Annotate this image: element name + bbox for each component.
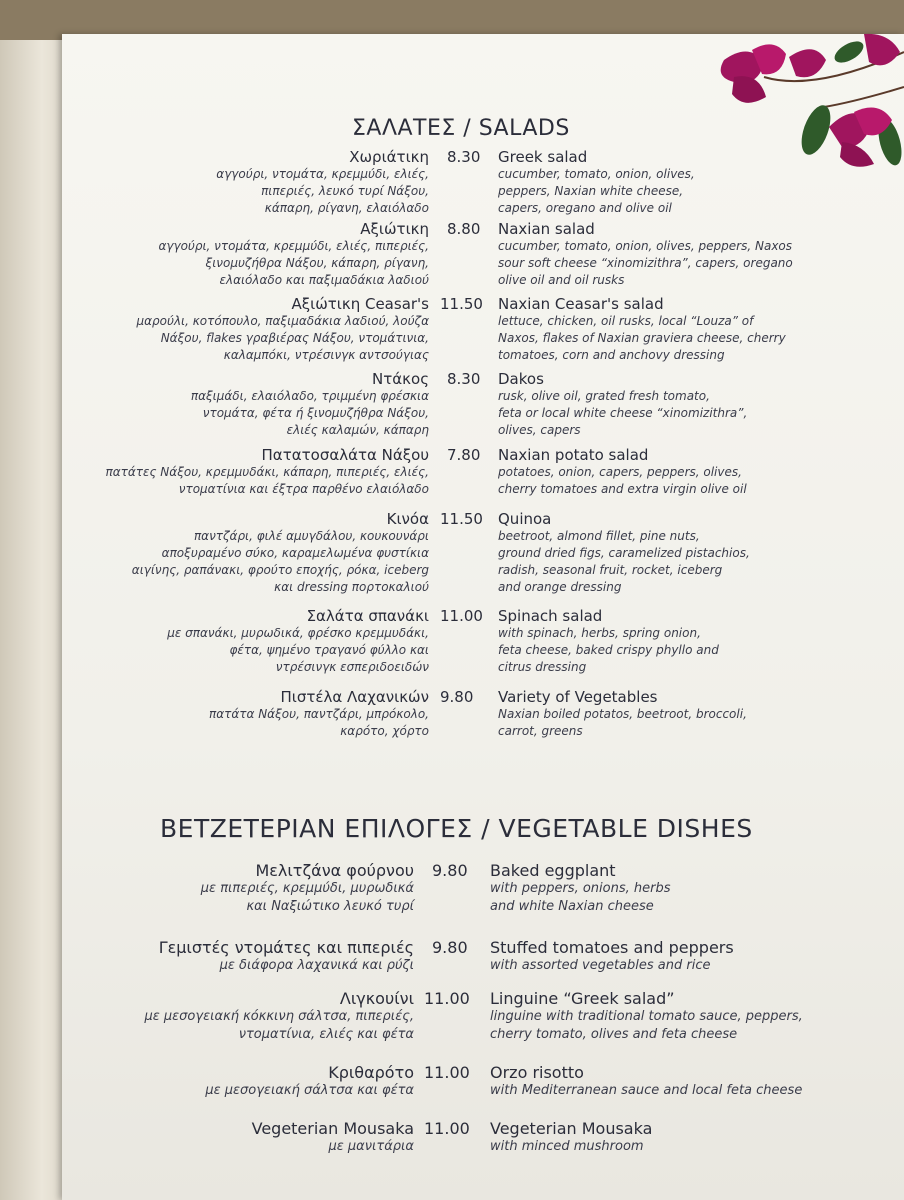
item-desc-greek: ελαιόλαδο και παξιμαδάκια λαδιού [219, 273, 429, 287]
item-name-english: Greek salad [498, 148, 588, 166]
item-desc-greek: ξινομυζήθρα Νάξου, κάπαρη, ρίγανη, [205, 256, 429, 270]
item-desc-greek: με μεσογειακή σάλτσα και φέτα [205, 1083, 414, 1098]
item-name-english: Quinoa [498, 510, 552, 528]
item-desc-greek: με διάφορα λαχανικά και ρύζι [219, 958, 414, 973]
item-name-greek: Κριθαρότο [328, 1063, 414, 1082]
item-name-greek: Πατατοσαλάτα Νάξου [261, 446, 429, 464]
item-desc-english: cucumber, tomato, onion, olives, peppers, Naxos [498, 239, 793, 253]
item-desc-greek: αποξυραμένο σύκο, καραμελωμένα φυστίκια [161, 546, 429, 560]
item-name-greek: Πιστέλα Λαχανικών [280, 688, 429, 706]
item-price: 8.30 [447, 148, 481, 166]
item-desc-greek: παντζάρι, φιλέ αμυγδάλου, κουκουνάρι [193, 529, 429, 543]
item-desc-english: citrus dressing [498, 660, 587, 674]
item-desc-english: linguine with traditional tomato sauce, peppers, [490, 1009, 803, 1024]
item-desc-english: olives, capers [498, 423, 581, 437]
item-name-greek: Μελιτζάνα φούρνου [255, 861, 414, 880]
item-desc-greek: ντοματίνια και έξτρα παρθένο ελαιόλαδο [178, 482, 429, 496]
item-desc-english: Naxos, flakes of Naxian graviera cheese, cherry [498, 331, 786, 345]
item-price: 11.00 [440, 607, 483, 625]
item-price: 8.80 [447, 220, 481, 238]
item-price: 9.80 [440, 688, 474, 706]
item-desc-greek: με σπανάκι, μυρωδικά, φρέσκο κρεμμυδάκι, [167, 626, 429, 640]
item-desc-greek: αγγούρι, ντομάτα, κρεμμύδι, ελιές, [216, 167, 429, 181]
item-desc-greek: και dressing πορτοκαλιού [274, 580, 429, 594]
item-desc-english: with Mediterranean sauce and local feta cheese [490, 1083, 803, 1098]
item-desc-greek: καρότο, χόρτο [340, 724, 429, 738]
item-name-english: Naxian potato salad [498, 446, 649, 464]
item-desc-english: and orange dressing [498, 580, 622, 594]
item-desc-english: feta or local white cheese “xinomizithra”, [498, 406, 748, 420]
item-desc-english: cucumber, tomato, onion, olives, [498, 167, 695, 181]
item-price: 9.80 [432, 938, 468, 957]
item-name-english: Baked eggplant [490, 861, 616, 880]
item-desc-greek: αιγίνης, ραπάνακι, φρούτο εποχής, ρόκα, iceberg [131, 563, 429, 577]
item-desc-greek: ελιές καλαμών, κάπαρη [286, 423, 429, 437]
item-desc-english: with minced mushroom [490, 1139, 644, 1154]
item-price: 11.00 [424, 1063, 470, 1082]
item-desc-greek: ντοματίνια, ελιές και φέτα [238, 1027, 414, 1042]
item-desc-english: with assorted vegetables and rice [490, 958, 711, 973]
item-desc-greek: πατάτες Νάξου, κρεμμυδάκι, κάπαρη, πιπεριές, ελιές, [105, 465, 429, 479]
item-desc-greek: πιπεριές, λευκό τυρί Νάξου, [261, 184, 429, 198]
item-name-greek: Vegeterian Mousaka [251, 1119, 414, 1138]
item-name-greek: Ντάκος [372, 370, 429, 388]
item-price: 9.80 [432, 861, 468, 880]
item-name-english: Dakos [498, 370, 544, 388]
item-desc-english: cherry tomatoes and extra virgin olive oil [498, 482, 747, 496]
item-desc-english: ground dried figs, caramelized pistachios, [498, 546, 750, 560]
item-desc-english: rusk, olive oil, grated fresh tomato, [498, 389, 710, 403]
item-desc-english: carrot, greens [498, 724, 583, 738]
item-name-english: Stuffed tomatoes and peppers [490, 938, 734, 957]
item-name-english: Orzo risotto [490, 1063, 584, 1082]
item-name-english: Spinach salad [498, 607, 603, 625]
item-name-greek: Σαλάτα σπανάκι [306, 607, 429, 625]
item-desc-english: potatoes, onion, capers, peppers, olives, [498, 465, 742, 479]
item-name-english: Vegeterian Mousaka [490, 1119, 653, 1138]
item-desc-greek: με πιπεριές, κρεμμύδι, μυρωδικά [200, 881, 414, 896]
item-desc-english: radish, seasonal fruit, rocket, iceberg [498, 563, 723, 577]
item-desc-english: capers, oregano and olive oil [498, 201, 672, 215]
item-desc-english: tomatoes, corn and anchovy dressing [498, 348, 725, 362]
item-desc-greek: και Ναξιώτικο λευκό τυρί [246, 899, 414, 914]
item-price: 11.50 [440, 510, 483, 528]
salads-section-title: ΣΑΛΑΤΕΣ / SALADS [352, 116, 570, 141]
item-desc-greek: ντομάτα, φέτα ή ξινομυζήθρα Νάξου, [202, 406, 429, 420]
item-desc-greek: καλαμπόκι, ντρέσινγκ αντσούγιας [223, 348, 429, 362]
item-desc-english: with spinach, herbs, spring onion, [498, 626, 701, 640]
item-price: 11.00 [424, 1119, 470, 1138]
item-desc-english: and white Naxian cheese [490, 899, 654, 914]
item-name-english: Naxian Ceasar's salad [498, 295, 664, 313]
item-desc-greek: πατάτα Νάξου, παντζάρι, μπρόκολο, [208, 707, 429, 721]
item-desc-english: beetroot, almond fillet, pine nuts, [498, 529, 700, 543]
item-price: 11.50 [440, 295, 483, 313]
item-name-english: Naxian salad [498, 220, 595, 238]
item-desc-greek: κάπαρη, ρίγανη, ελαιόλαδο [264, 201, 429, 215]
item-name-english: Variety of Vegetables [498, 688, 658, 706]
item-desc-greek: παξιμάδι, ελαιόλαδο, τριμμένη φρέσκια [190, 389, 429, 403]
item-desc-greek: Νάξου, flakes γραβιέρας Νάξου, ντομάτινια, [160, 331, 429, 345]
item-name-greek: Χωριάτικη [349, 148, 429, 166]
item-name-greek: Κινόα [386, 510, 429, 528]
item-price: 11.00 [424, 989, 470, 1008]
item-desc-english: lettuce, chicken, oil rusks, local “Louza” of [498, 314, 754, 328]
item-desc-english: peppers, Naxian white cheese, [498, 184, 684, 198]
item-desc-english: sour soft cheese “xinomizithra”, capers, oregano [498, 256, 793, 270]
item-desc-greek: αγγούρι, ντομάτα, κρεμμύδι, ελιές, πιπεριές, [158, 239, 429, 253]
vegetable-dishes-section-title: ΒΕΤΖΕΤΕΡΙΑΝ ΕΠΙΛΟΓΕΣ / VEGETABLE DISHES [160, 814, 753, 843]
item-desc-greek: μαρούλι, κοτόπουλο, παξιμαδάκια λαδιού, λούζα [136, 314, 429, 328]
item-name-greek: Λιγκουίνι [339, 989, 414, 1008]
item-desc-greek: με μανιτάρια [328, 1139, 414, 1154]
item-desc-greek: φέτα, ψημένο τραγανό φύλλο και [229, 643, 429, 657]
item-price: 7.80 [447, 446, 481, 464]
item-name-greek: Αξιώτικη Ceasar's [291, 295, 429, 313]
item-desc-english: with peppers, onions, herbs [490, 881, 671, 896]
item-desc-greek: με μεσογειακή κόκκινη σάλτσα, πιπεριές, [144, 1009, 414, 1024]
item-desc-english: olive oil and oil rusks [498, 273, 625, 287]
item-name-greek: Αξιώτικη [360, 220, 429, 238]
item-desc-english: Naxian boiled potatos, beetroot, broccoli, [498, 707, 747, 721]
item-name-greek: Γεμιστές ντομάτες και πιπεριές [158, 938, 414, 957]
item-desc-english: cherry tomato, olives and feta cheese [490, 1027, 738, 1042]
bougainvillea-flower-illustration [704, 32, 904, 167]
item-price: 8.30 [447, 370, 481, 388]
item-desc-english: feta cheese, baked crispy phyllo and [498, 643, 719, 657]
item-desc-greek: ντρέσινγκ εσπεριδοειδών [275, 660, 429, 674]
item-name-english: Linguine “Greek salad” [490, 989, 675, 1008]
